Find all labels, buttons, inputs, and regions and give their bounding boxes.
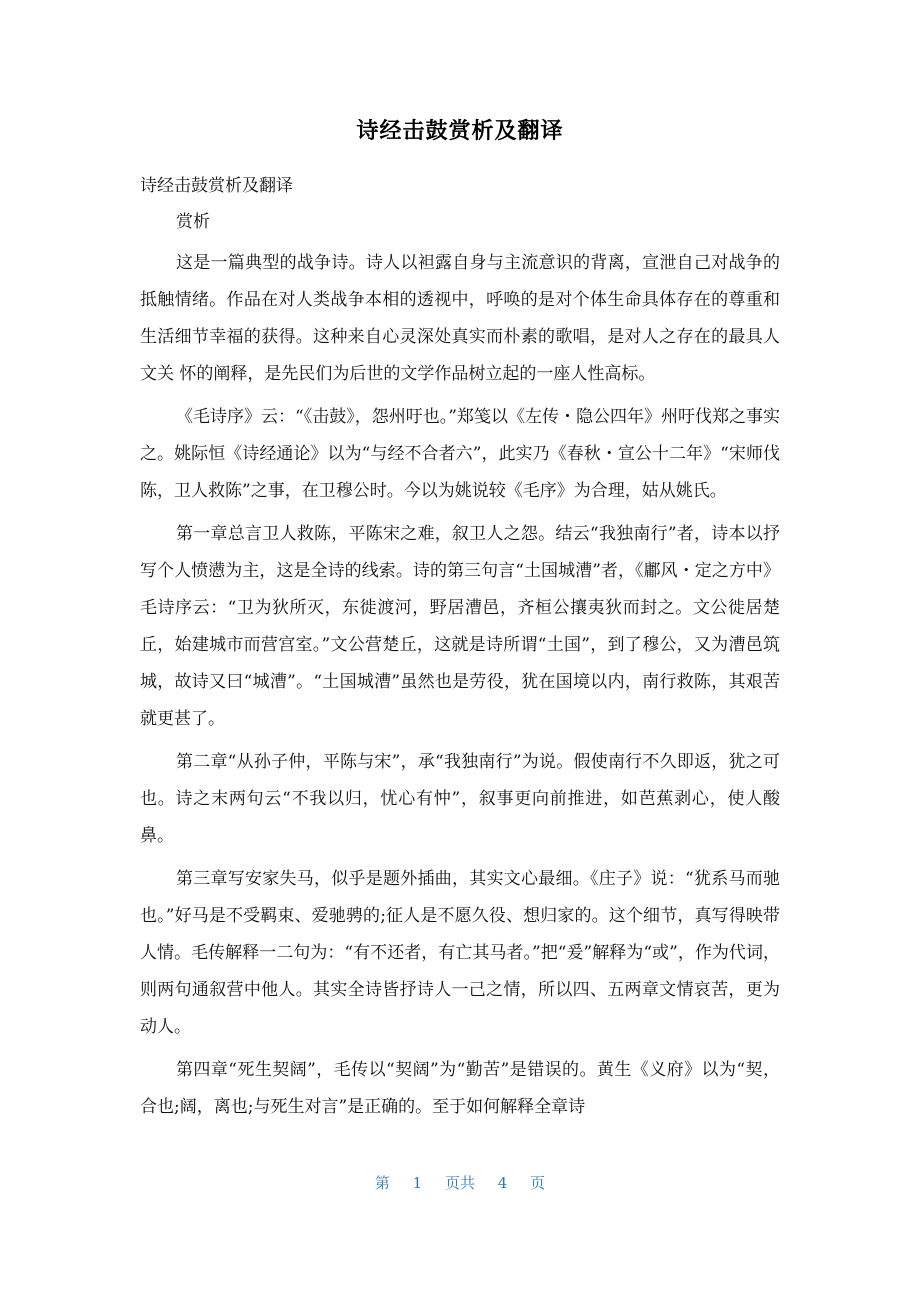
section-label: 赏析: [176, 212, 210, 232]
footer-suffix: 页: [530, 1174, 546, 1192]
paragraph: 第四章“死生契阔”，毛传以“契阔”为“勤苦”是错误的。黄生《义府》以为“契，合也;阔，离也;与死生对言”是正确的。至于如何解释全章诗: [140, 1060, 780, 1117]
footer-prefix: 第: [374, 1174, 390, 1192]
paragraph: 第三章写安家失马，似乎是题外插曲，其实文心最细。《庄子》说：“犹系马而驰也。”好马是不受羁束、爱驰骋的;征人是不愿久役、想归家的。这个细节，真写得映带人情。毛传解释一二句为：“有不还者，有亡其马者。”把“爰”解释为“或”，作为代词，则两句通叙营中他人。其实全诗皆抒诗人一己之情，所以四、五两章文情哀苦，更为动人。: [140, 869, 780, 1037]
paragraph: 第二章“从孙子仲，平陈与宋”，承“我独南行”为说。假使南行不久即返，犹之可也。诗之末两句云“不我以归，忧心有忡”，叙事更向前推进，如芭蕉剥心，使人酸鼻。: [140, 752, 780, 846]
paragraph: 这是一篇典型的战争诗。诗人以袒露自身与主流意识的背离，宣泄自己对战争的抵触情绪。作品在对人类战争本相的透视中，呼唤的是对个体生命具体存在的尊重和生活细节幸福的获得。这种来自心灵深处真实而朴素的歌唱，是对人之存在的最具人文关 怀的阐释，是先民们为后世的文学作品树立起的一座人性高标。: [140, 253, 780, 384]
document-title: 诗经击鼓赏析及翻译: [356, 119, 564, 144]
paragraph: 第一章总言卫人救陈，平陈宋之难，叙卫人之怨。结云“我独南行”者，诗本以抒写个人愤懑为主，这是全诗的线索。诗的第三句言“土国城漕”者，《鄘风・定之方中》毛诗序云：“卫为狄所灭，东徙渡河，野居漕邑，齐桓公攘夷狄而封之。文公徙居楚丘，始建城市而营宫室。”文公营楚丘，这就是诗所谓“土国”，到了穆公，又为漕邑筑城，故诗又曰“城漕”。“土国城漕”虽然也是劳役，犹在国境以内，南行救陈，其艰苦就更甚了。: [140, 524, 780, 729]
footer-page-number: 1: [412, 1174, 423, 1192]
paragraph: 《毛诗序》云：“《击鼓》，怨州吁也。”郑笺以《左传・隐公四年》州吁伐郑之事实之。姚际恒《诗经通论》以为“与经不合者六”，此实乃《春秋・宣公十二年》“宋师伐陈，卫人救陈”之事，在卫穆公时。今以为姚说较《毛序》为合理，姑从姚氏。: [140, 407, 780, 501]
document-subtitle: 诗经击鼓赏析及翻译: [140, 176, 293, 196]
document-body: [140, 172, 780, 1126]
footer-middle: 页共: [444, 1174, 475, 1192]
footer-total-pages: 4: [497, 1174, 508, 1192]
page-footer: [0, 1172, 920, 1193]
